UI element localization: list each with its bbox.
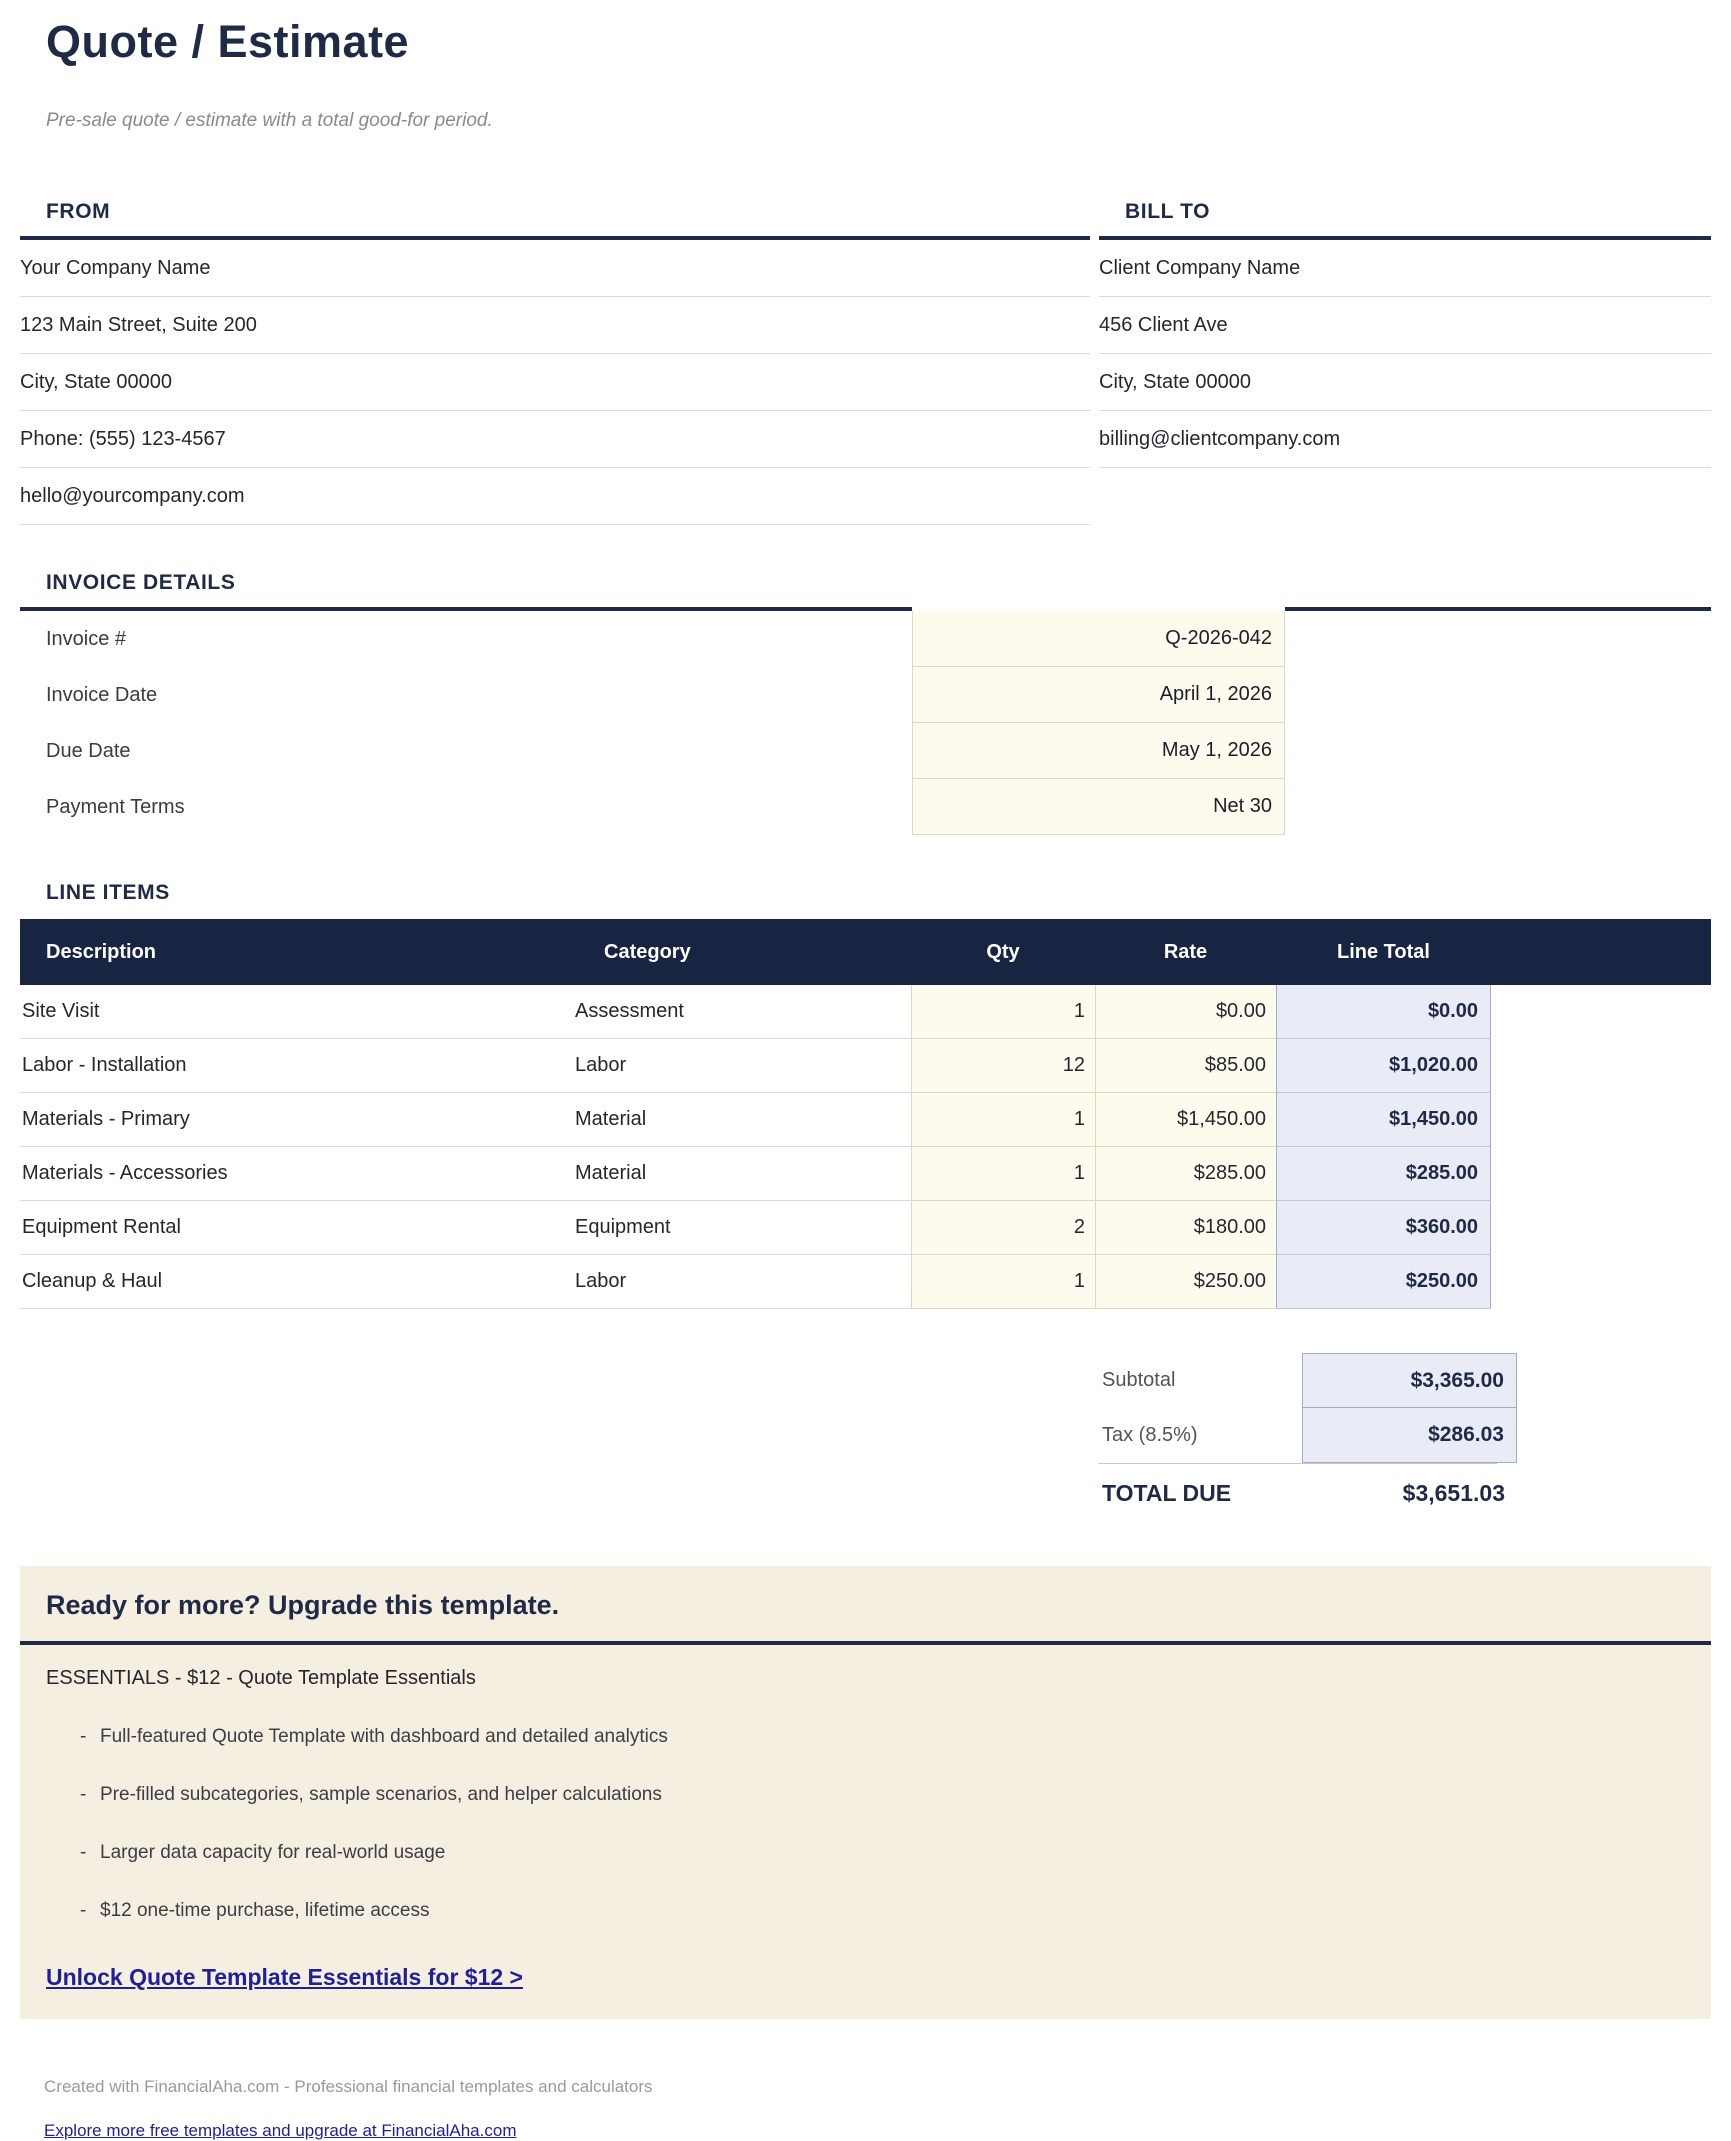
total-due-row (20, 1464, 1711, 1522)
item-description: Equipment Rental (20, 1201, 575, 1255)
bullet-text: Larger data capacity for real-world usage (100, 1842, 446, 1863)
column-header-category: Category (604, 940, 691, 963)
bullet-dash: - (80, 1784, 87, 1805)
addresses-section (20, 192, 1711, 525)
item-line-total: $360.00 (1276, 1201, 1491, 1255)
bill-to-city: City, State 00000 (1099, 354, 1711, 411)
from-email: hello@yourcompany.com (20, 468, 1090, 525)
list-item (20, 1726, 1711, 1748)
upgrade-heading: Ready for more? Upgrade this template. (46, 1590, 560, 1620)
item-qty: 1 (911, 1255, 1095, 1309)
payment-terms-value: Net 30 (912, 779, 1285, 835)
explore-templates-link[interactable]: Explore more free templates and upgrade at FinancialAha.com (44, 2121, 517, 2140)
from-city: City, State 00000 (20, 354, 1090, 411)
total-due-label: TOTAL DUE (1102, 1479, 1232, 1506)
item-qty: 1 (911, 1093, 1095, 1147)
page-subtitle: Pre-sale quote / estimate with a total good-for period. (46, 110, 493, 131)
item-line-total: $1,450.00 (1276, 1093, 1491, 1147)
column-header-description: Description (46, 940, 157, 963)
table-row (20, 1201, 1711, 1255)
due-date-value: May 1, 2026 (912, 723, 1285, 779)
item-description: Labor - Installation (20, 1039, 575, 1093)
bill-to-block (1099, 192, 1711, 525)
upgrade-panel (20, 1566, 1711, 2019)
item-line-total: $0.00 (1276, 985, 1491, 1039)
bullet-text: Pre-filled subcategories, sample scenarios, and helper calculations (100, 1784, 662, 1805)
table-row (20, 1093, 1711, 1147)
line-items-heading: LINE ITEMS (46, 881, 170, 904)
from-phone: Phone: (555) 123-4567 (20, 411, 1090, 468)
subtotal-row (20, 1353, 1711, 1408)
from-heading: FROM (20, 192, 1090, 240)
item-category: Equipment (575, 1201, 911, 1255)
item-category: Labor (575, 1255, 911, 1309)
due-date-label: Due Date (46, 739, 131, 762)
item-line-total: $1,020.00 (1276, 1039, 1491, 1093)
item-line-total: $250.00 (1276, 1255, 1491, 1309)
tax-value: $286.03 (1302, 1408, 1517, 1463)
item-category: Material (575, 1093, 911, 1147)
item-rate: $0.00 (1095, 985, 1276, 1039)
item-rate: $85.00 (1095, 1039, 1276, 1093)
bullet-text: $12 one-time purchase, lifetime access (100, 1900, 430, 1921)
bill-to-heading: BILL TO (1099, 192, 1711, 240)
list-item (20, 1900, 1711, 1922)
invoice-number-value: Q-2026-042 (912, 611, 1285, 667)
item-category: Labor (575, 1039, 911, 1093)
item-line-total: $285.00 (1276, 1147, 1491, 1201)
table-row (20, 985, 1711, 1039)
from-street: 123 Main Street, Suite 200 (20, 297, 1090, 354)
item-rate: $285.00 (1095, 1147, 1276, 1201)
item-qty: 1 (911, 985, 1095, 1039)
column-header-qty: Qty (986, 940, 1020, 963)
item-rate: $1,450.00 (1095, 1093, 1276, 1147)
table-row (20, 1039, 1711, 1093)
from-company: Your Company Name (20, 240, 1090, 297)
column-header-rate: Rate (1163, 940, 1208, 963)
item-qty: 1 (911, 1147, 1095, 1201)
table-row (20, 1255, 1711, 1309)
bill-to-street: 456 Client Ave (1099, 297, 1711, 354)
upgrade-product-line: ESSENTIALS - $12 - Quote Template Essentials (46, 1667, 476, 1689)
bill-to-email: billing@clientcompany.com (1099, 411, 1711, 468)
item-rate: $180.00 (1095, 1201, 1276, 1255)
footer (44, 2077, 1731, 2141)
list-item (20, 1842, 1711, 1864)
item-qty: 2 (911, 1201, 1095, 1255)
page-title: Quote / Estimate (46, 16, 410, 67)
line-items-section (20, 881, 1711, 1309)
subtotal-label: Subtotal (1102, 1369, 1176, 1391)
item-description: Materials - Primary (20, 1093, 575, 1147)
invoice-number-row (20, 611, 1711, 667)
due-date-row (20, 723, 1711, 779)
invoice-details-heading: INVOICE DETAILS (46, 571, 236, 594)
payment-terms-row (20, 779, 1711, 835)
invoice-date-value: April 1, 2026 (912, 667, 1285, 723)
unlock-essentials-link[interactable]: Unlock Quote Template Essentials for $12 > (46, 1964, 523, 1990)
list-item (20, 1784, 1711, 1806)
bullet-dash: - (80, 1900, 87, 1921)
bullet-text: Full-featured Quote Template with dashboard and detailed analytics (100, 1726, 668, 1747)
bullet-dash: - (80, 1726, 87, 1747)
item-rate: $250.00 (1095, 1255, 1276, 1309)
line-items-table-header (20, 919, 1711, 985)
totals-section (20, 1353, 1711, 1522)
table-row (20, 1147, 1711, 1201)
bill-to-company: Client Company Name (1099, 240, 1711, 297)
total-due-value: $3,651.03 (1402, 1479, 1505, 1506)
from-block (20, 192, 1090, 525)
invoice-details-section (20, 571, 1711, 835)
item-category: Assessment (575, 985, 911, 1039)
subtotal-value: $3,365.00 (1302, 1353, 1517, 1408)
item-description: Cleanup & Haul (20, 1255, 575, 1309)
item-description: Materials - Accessories (20, 1147, 575, 1201)
invoice-date-row (20, 667, 1711, 723)
payment-terms-label: Payment Terms (46, 795, 185, 818)
item-category: Material (575, 1147, 911, 1201)
bullet-dash: - (80, 1842, 87, 1863)
invoice-number-label: Invoice # (46, 627, 127, 650)
item-qty: 12 (911, 1039, 1095, 1093)
footer-credit-text: Created with FinancialAha.com - Professional financial templates and calculators (44, 2077, 653, 2096)
tax-row (20, 1408, 1711, 1463)
item-description: Site Visit (20, 985, 575, 1039)
column-header-line-total: Line Total (1337, 940, 1430, 963)
tax-label: Tax (8.5%) (1102, 1424, 1198, 1446)
invoice-date-label: Invoice Date (46, 683, 158, 706)
